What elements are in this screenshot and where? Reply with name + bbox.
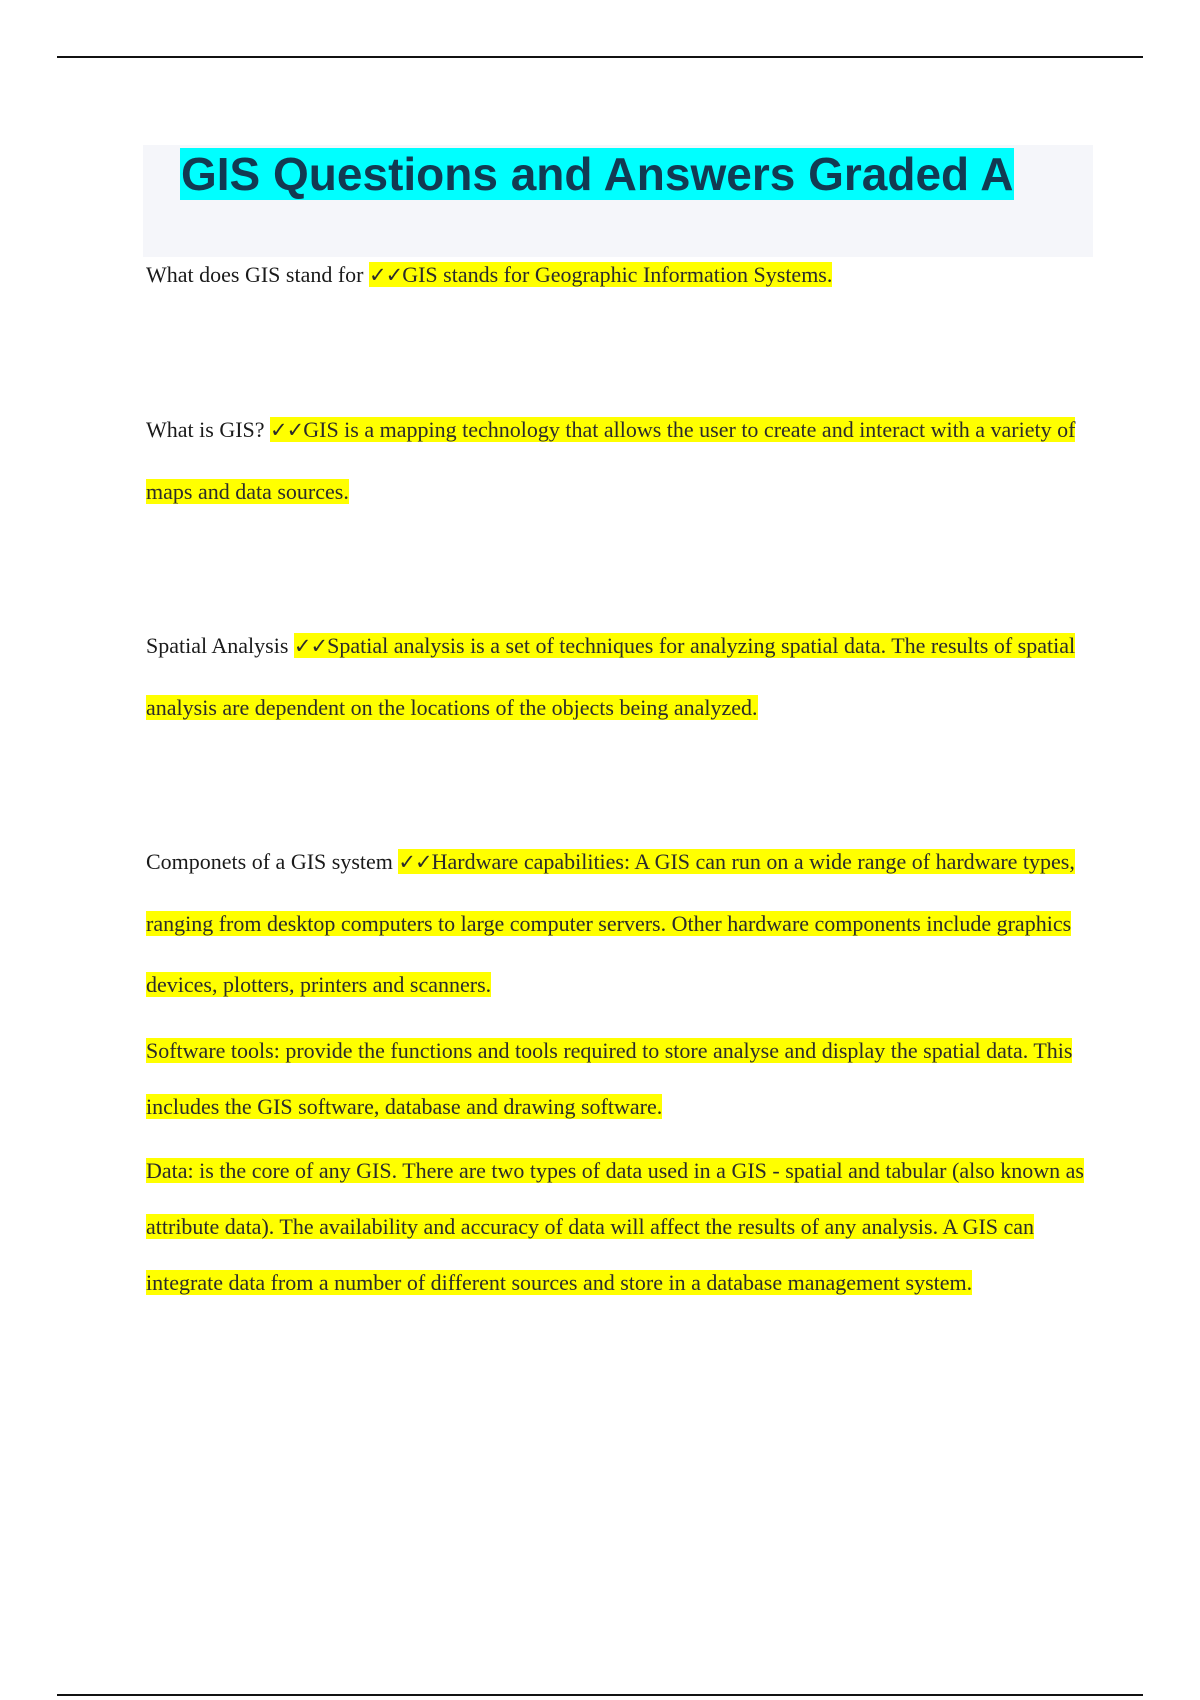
answer-highlight	[146, 417, 1075, 504]
qa-item-spatial-analysis	[146, 615, 1086, 738]
paragraph-text: Data: is the core of any GIS. There are two types of data used in a GIS - spatial and tabular (also known as attribute data). The availability and accuracy of data will affect the results of any analysis. A GIS can integrate data from a number of different sources and store in a database management system.	[146, 1158, 1084, 1295]
document-title: GIS Questions and Answers Graded A	[181, 148, 1014, 200]
paragraph-text: Software tools: provide the functions and tools required to store analyse and display the spatial data. This includes the GIS software, database and drawing software.	[146, 1038, 1073, 1119]
double-check-icon: ✓✓	[398, 850, 432, 874]
answer-text: Spatial analysis is a set of techniques for analyzing spatial data. The results of spatial analysis are dependent on the locations of the objects being analyzed.	[146, 633, 1076, 720]
answer-text: GIS stands for Geographic Information Systems.	[402, 262, 833, 287]
software-tools-paragraph	[146, 1023, 1086, 1135]
qa-item-gis-stand-for	[146, 244, 1086, 306]
answer-text: GIS is a mapping technology that allows the user to create and interact with a variety of maps and data sources.	[146, 417, 1076, 504]
double-check-icon: ✓✓	[369, 263, 403, 287]
double-check-icon: ✓✓	[270, 418, 304, 442]
double-check-icon: ✓✓	[293, 634, 328, 658]
answer-text: Hardware capabilities: A GIS can run on a wide range of hardware types, ranging from desktop computers to large computer servers. Other hardware components include graphics devices, plotters, printers and scanners.	[146, 849, 1075, 997]
question-text: Componets of a GIS system	[146, 849, 393, 874]
header-rule	[57, 56, 1143, 58]
footer-rule	[57, 1694, 1143, 1696]
question-text: What is GIS?	[146, 417, 265, 442]
answer-highlight	[369, 262, 832, 287]
data-paragraph	[146, 1143, 1086, 1311]
qa-item-what-is-gis	[146, 399, 1086, 522]
document-body	[146, 244, 1086, 1319]
qa-item-gis-components	[146, 831, 1086, 1015]
question-text: Spatial Analysis	[146, 633, 289, 658]
question-text: What does GIS stand for	[146, 262, 364, 287]
